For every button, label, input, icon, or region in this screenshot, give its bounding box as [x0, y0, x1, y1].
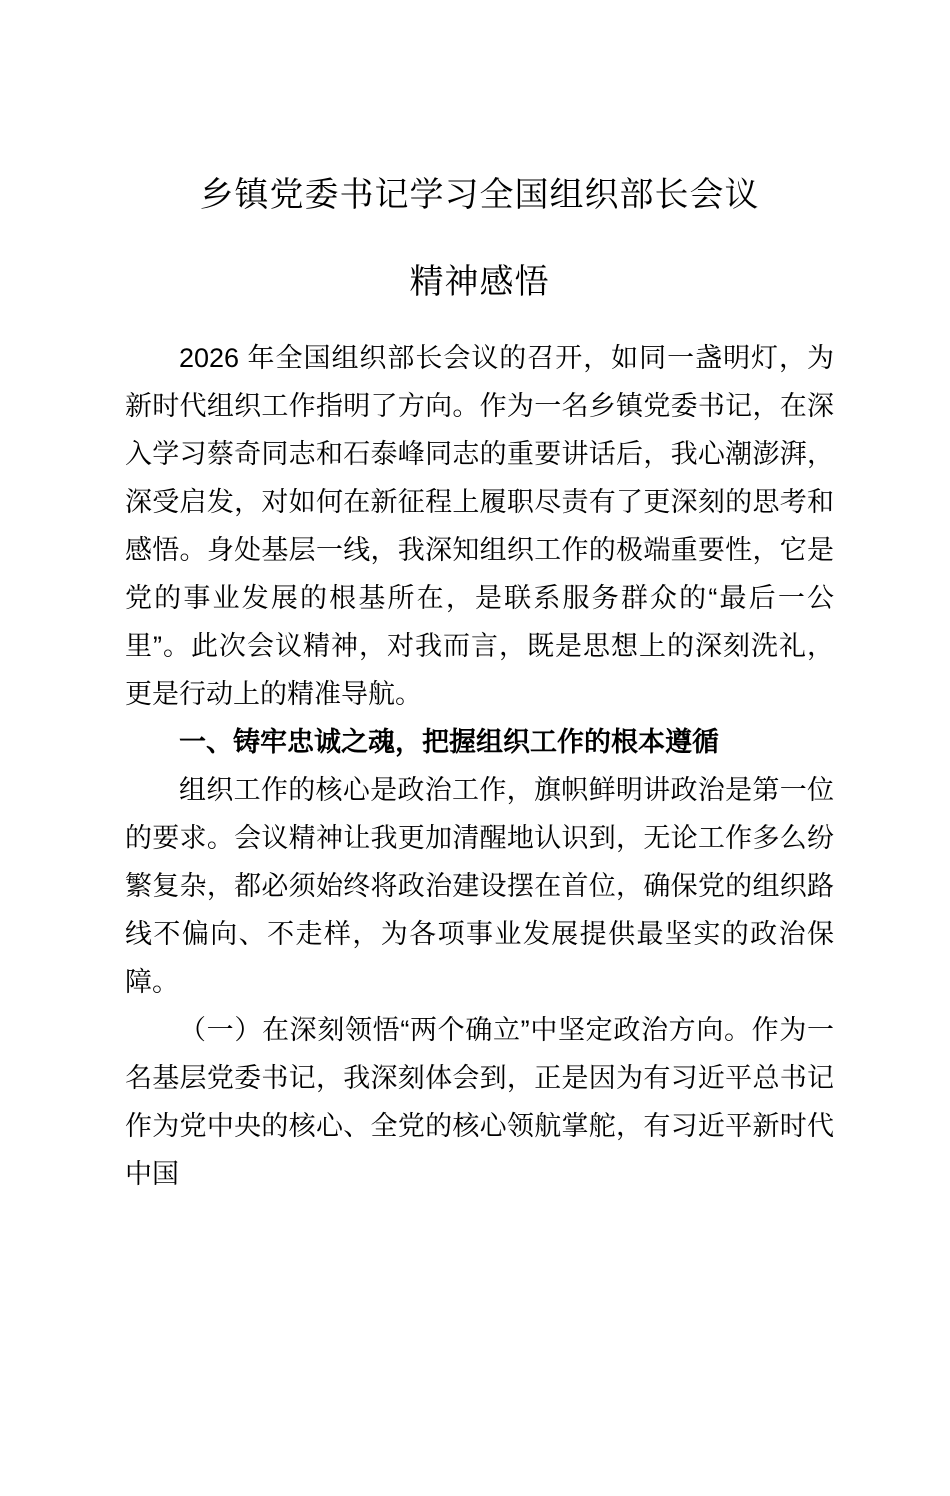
document-title-line-2: 精神感悟 — [409, 263, 550, 301]
paragraph-subsection-1: （一）在深刻领悟“两个确立”中坚定政治方向。作为一名基层党委书记，我深刻体会到，正是因为有习近平总书记作为党中央的核心、全党的核心领航掌舵，有习近平新时代中国 — [125, 1015, 834, 1189]
paragraph-section-1-body: 组织工作的核心是政治工作，旗帜鲜明讲政治是第一位的要求。会议精神让我更加清醒地认识到，无论工作多么纷繁复杂，都必须始终将政治建设摆在首位，确保党的组织路线不偏向、不走样，为各项事业发展提供最坚实的政治保障。 — [125, 775, 834, 997]
document-page — [0, 152, 950, 1496]
section-heading-1: 一、铸牢忠诚之魂，把握组织工作的根本遵循 — [179, 727, 719, 757]
document-title — [125, 152, 834, 326]
document-title-line-1: 乡镇党委书记学习全国组织部长会议 — [199, 176, 760, 214]
paragraph-intro: 2026 年全国组织部长会议的召开，如同一盏明灯，为新时代组织工作指明了方向。作为一名乡镇党委书记，在深入学习蔡奇同志和石泰峰同志的重要讲话后，我心潮澎湃，深受启发，对如何在新征程上履职尽责有了更深刻的思考和感悟。身处基层一线，我深知组织工作的极端重要性，它是党的事业发展的根基所在，是联系服务群众的“最后一公里”。此次会议精神，对我而言，既是思想上的深刻洗礼，更是行动上的精准导航。 — [125, 343, 834, 709]
